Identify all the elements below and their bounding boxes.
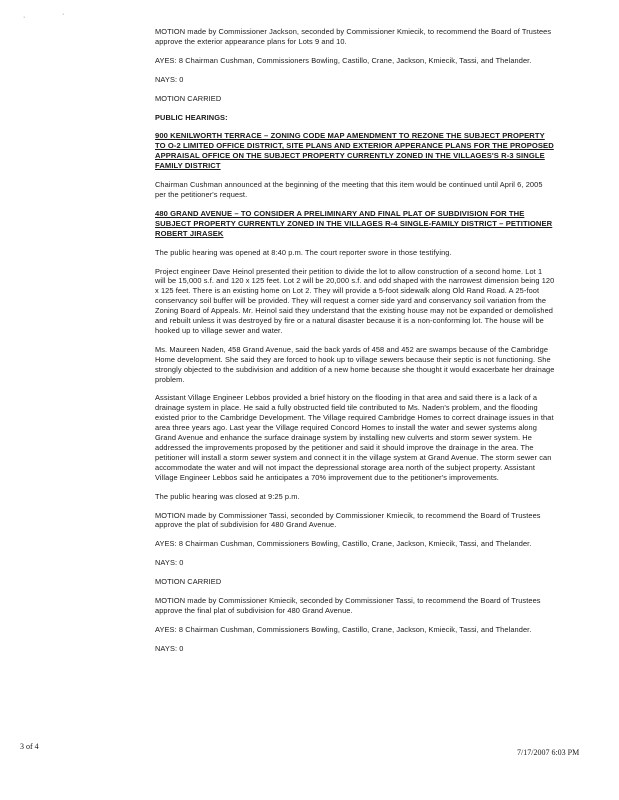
nays-line: NAYS: 0 — [155, 74, 184, 84]
assistant-engineer-history: Assistant Village Engineer Lebbos provided a brief history on the flooding in that area and said there is a lack of a drainage system in place. He said a fully obstructed field tile contributed to Ms. Naden's problem, and the flooding existed prior to the Cambridge Development. The Village required Cambridge Homes to correct drainage issues in that area three years ago. Last year the Village required Concord Homes to install the water and sewer systems along Grand Avenue and enhance the surface drainage system by installing new culverts and storm sewer system. He addressed the improvements proposed by the petitioner and said it should improve the drainage in the area. The petitioner will install a storm sewer system and connect it in the village system at Grand Avenue. The storm sewer can accommodate the water and will not impact the depressional storage area north of the subject property. Assistant Village Engineer Lebbos said he anticipates a 70% improvement due to the petitioner's improvements. — [155, 393, 554, 482]
motion-carried: MOTION CARRIED — [155, 577, 222, 587]
motion-paragraph: MOTION made by Commissioner Kmiecik, seconded by Commissioner Tassi, to recommend the Board of Trustees approve the final plat of subdivision for 480 Grand Avenue. — [155, 596, 541, 615]
hearing-title-grand-avenue: 480 GRAND AVENUE – TO CONSIDER A PRELIMINARY AND FINAL PLAT OF SUBDIVISION FOR THE SUBJECT PROPERTY CURRENTLY ZONED IN THE VILLAGES R-4 SINGLE-FAMILY DISTRICT – PETITIONER ROBERT JIRASEK — [155, 208, 553, 238]
public-hearings-heading: PUBLIC HEARINGS: — [155, 112, 228, 122]
ayes-line: AYES: 8 Chairman Cushman, Commissioners Bowling, Castillo, Crane, Jackson, Kmiecik, Tassi, and Thelander. — [155, 55, 532, 65]
ayes-line: AYES: 8 Chairman Cushman, Commissioners Bowling, Castillo, Crane, Jackson, Kmiecik, Tassi, and Thelander. — [155, 539, 532, 549]
nays-line: NAYS: 0 — [155, 643, 184, 653]
hearing-closed: The public hearing was closed at 9:25 p.m. — [155, 491, 300, 501]
hearing-opened: The public hearing was opened at 8:40 p.m. The court reporter swore in those testifying. — [155, 247, 452, 257]
engineer-presentation: Project engineer Dave Heinol presented their petition to divide the lot to allow construction of a second home. Lot 1 will be 15,000 s.f. and 120 x 125 feet. Lot 2 will be 20,000 s.f. and odd shaped with the narrowest dimension being 120 x 125 feet. There is an existing home on Lot 2. They will provide a 5-foot sidewalk along Old Rand Road. A 25-foot conservancy soil buffer will be provided. They will request a corner side yard and conservancy soil variation from the Zoning Board of Appeals. Mr. Heinol said they understand that the existing house may not be expanded or demolished and rebuilt unless it was destroyed by fire or a natural disaster because it is a non-conforming lot. The house will be hooked up to village sewer and water. — [155, 266, 555, 335]
print-timestamp: 7/17/2007 6:03 PM — [517, 748, 580, 757]
scan-mark: · — [23, 14, 26, 21]
motion-paragraph: MOTION made by Commissioner Jackson, seconded by Commissioner Kmiecik, to recommend the Board of Trustees approve the exterior appearance plans for Lots 9 and 10. — [155, 27, 552, 46]
motion-carried: MOTION CARRIED — [155, 93, 222, 103]
nays-line: NAYS: 0 — [155, 558, 184, 568]
chairman-announcement: Chairman Cushman announced at the beginning of the meeting that this item would be continued until April 6, 2005 per the petitioner's request. — [155, 180, 543, 199]
document-body — [155, 27, 555, 663]
ayes-line: AYES: 8 Chairman Cushman, Commissioners Bowling, Castillo, Crane, Jackson, Kmiecik, Tassi, and Thelander. — [155, 624, 532, 634]
resident-testimony: Ms. Maureen Naden, 458 Grand Avenue, said the back yards of 458 and 452 are swamps because of the Cambridge Home development. She said they are forced to hook up to village sewers because their septic is not functioning. She strongly objected to the subdivision and addition of a new home because she thought it would exacerbate her drainage problem. — [155, 344, 555, 384]
page-number: 3 of 4 — [20, 742, 39, 751]
motion-paragraph: MOTION made by Commissioner Tassi, seconded by Commissioner Kmiecik, to recommend the Board of Trustees approve the plat of subdivision for 480 Grand Avenue. — [155, 510, 541, 530]
scan-mark: · — [62, 11, 65, 18]
hearing-title-kenilworth: 900 KENILWORTH TERRACE – ZONING CODE MAP AMENDMENT TO REZONE THE SUBJECT PROPERTY TO O-2 LIMITED OFFICE DISTRICT, SITE PLANS AND EXTERIOR APPERANCE PLANS FOR THE PROPOSED APPRAISAL OFFICE ON THE SUBJECT PROPERTY CURRENTLY ZONED IN THE VILLAGES'S R-3 SINGLE FAMILY DISTRICT — [155, 131, 554, 171]
